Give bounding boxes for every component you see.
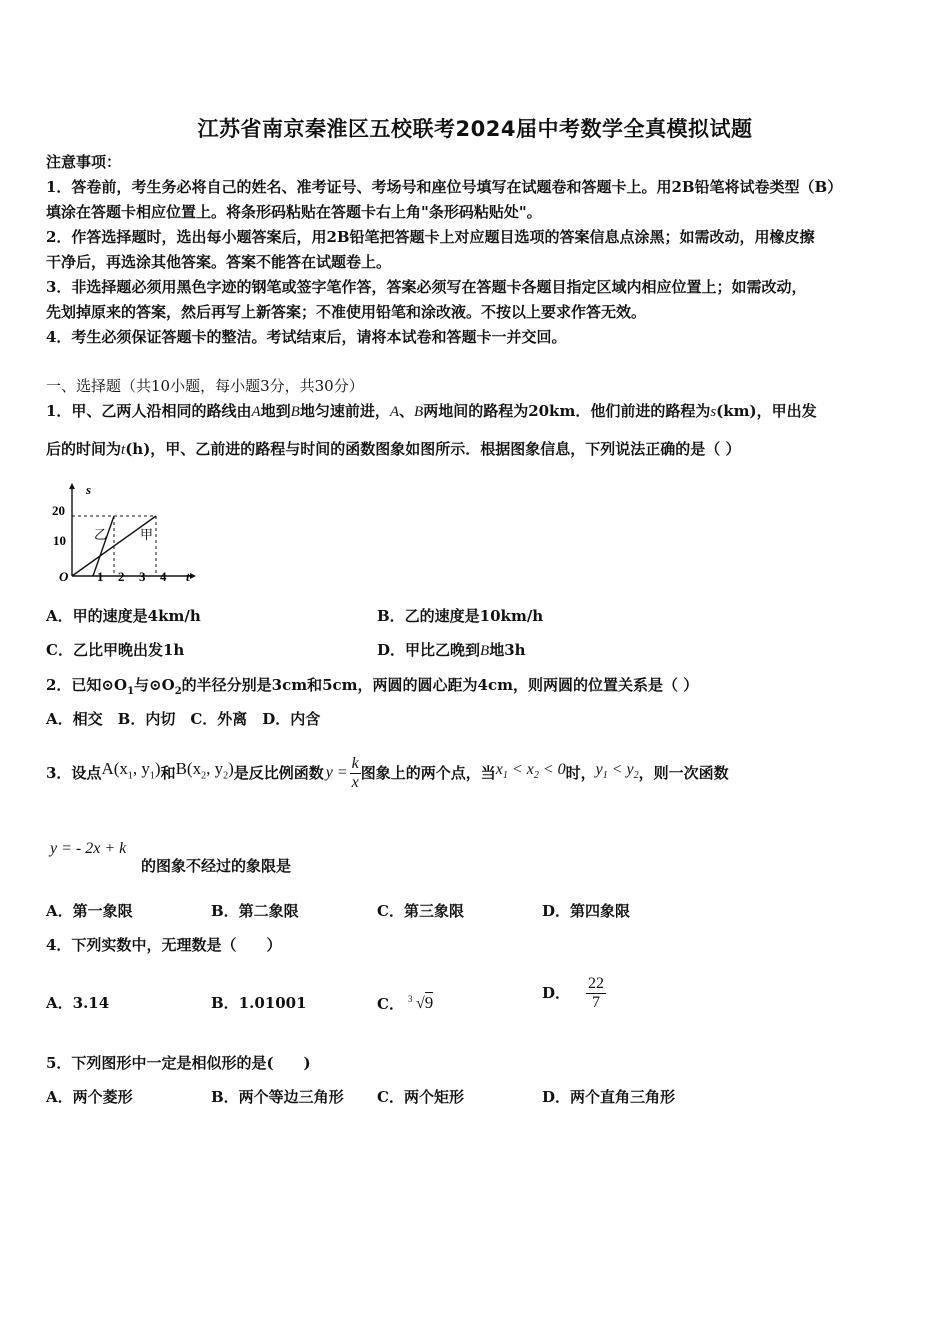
series-label-yi: 乙 — [94, 528, 108, 543]
option-a[interactable]: A．甲的速度是4km/h — [46, 607, 201, 625]
question-2: 2．已知$⊙O_1$与$⊙O_2$的半径分别是3cm和5cm，两圆的圆心距为4cm，则两圆的位置关系是（ ） — [46, 676, 699, 697]
series-line-yi — [93, 516, 114, 576]
option-a[interactable]: A．3.14 — [46, 994, 110, 1012]
x-axis-arrow — [190, 573, 196, 579]
question-3-line-2: 的图象不经过的象限是 — [141, 857, 292, 875]
notice-heading: 注意事项： — [46, 153, 122, 171]
notice-line: 填涂在答题卡相应位置上。将条形码粘贴在答题卡右上角"条形码粘贴处"。 — [46, 203, 542, 221]
notice-line: 1．答卷前，考生务必将自己的姓名、准考证号、考场号和座位号填写在试题卷和答题卡上。用2B铅笔将试卷类型（B） — [46, 178, 843, 196]
distance-time-graph — [50, 478, 200, 588]
notice-line: 4．考生必须保证答题卡的整洁。考试结束后，请将本试卷和答题卡一并交回。 — [46, 328, 567, 346]
notice-line: 2．作答选择题时，选出每小题答案后，用2B铅笔把答题卡上对应题目选项的答案信息点涂黑；如需改动，用橡皮擦 — [46, 228, 815, 246]
x-tick-label: 2 — [118, 569, 125, 584]
option-d[interactable]: D． $\frac{22}{7}$ — [542, 974, 605, 1011]
origin-label: O — [59, 569, 69, 584]
option-c[interactable]: C．两个矩形 — [377, 1088, 464, 1106]
question-2-options[interactable]: A．相交 B．内切 C．外离 D．内含 — [46, 710, 321, 728]
option-d[interactable]: D．甲比乙晚到B地3h — [377, 641, 526, 659]
y-tick-label: 20 — [52, 503, 65, 518]
question-1-line-1: 1．甲、乙两人沿相同的路线由A地到B地匀速前进，A、B两地间的路程为20km．他们前进的路程为s(km)，甲出发 — [46, 402, 817, 420]
option-c[interactable]: C．第三象限 — [377, 902, 464, 920]
question-1-line-2: 后的时间为t(h)，甲、乙前进的路程与时间的函数图象如图所示．根据图象信息，下列说法正确的是（ ） — [46, 440, 741, 458]
question-3-line-1: 3．设点 $A(x_1$, $y_1$) 和 $B(x_2$, $y_2$) 是反比例函数 y = $\frac{k}{x}$ 图象上的两个点，当 $x_1 < x_2 < 0$ 时， $y_1 < y_2$ ，则一次函数 — [46, 754, 729, 791]
option-a[interactable]: A．两个菱形 — [46, 1088, 133, 1106]
section-heading: 一、选择题（共10小题，每小题3分，共30分） — [46, 377, 364, 395]
option-b[interactable]: B．1.01001 — [211, 994, 307, 1012]
option-b[interactable]: B．第二象限 — [211, 902, 299, 920]
linear-function: y = - 2x + k — [50, 840, 127, 857]
x-axis-label: t — [186, 569, 190, 584]
y-tick-label: 10 — [53, 533, 66, 548]
y-axis-label: s — [86, 482, 92, 497]
y-axis-arrow — [69, 483, 75, 489]
notice-line: 3．非选择题必须用黑色字迹的钢笔或签字笔作答，答案必须写在答题卡各题目指定区域内相应位置上；如需改动， — [46, 278, 807, 296]
x-tick-label: 1 — [97, 569, 104, 584]
option-c[interactable]: C． 3 √9 — [377, 993, 434, 1013]
option-b[interactable]: B．两个等边三角形 — [211, 1088, 344, 1106]
option-b[interactable]: B．乙的速度是10km/h — [377, 607, 544, 625]
x-tick-label: 3 — [139, 569, 146, 584]
x-tick-label: 4 — [160, 569, 167, 584]
option-a[interactable]: A．第一象限 — [46, 902, 133, 920]
notice-line: 先划掉原来的答案，然后再写上新答案；不准使用铅笔和涂改液。不按以上要求作答无效。 — [46, 303, 647, 321]
question-5: 5．下列图形中一定是相似形的是( ) — [46, 1054, 311, 1072]
question-4: 4．下列实数中，无理数是（ ） — [46, 936, 282, 954]
series-label-jia: 甲 — [140, 528, 154, 543]
option-c[interactable]: C．乙比甲晚出发1h — [46, 641, 185, 659]
option-d[interactable]: D．两个直角三角形 — [542, 1088, 676, 1106]
page-title: 江苏省南京秦淮区五校联考2024届中考数学全真模拟试题 — [197, 117, 753, 141]
option-d[interactable]: D．第四象限 — [542, 902, 631, 920]
notice-line: 干净后，再选涂其他答案。答案不能答在试题卷上。 — [46, 253, 392, 271]
